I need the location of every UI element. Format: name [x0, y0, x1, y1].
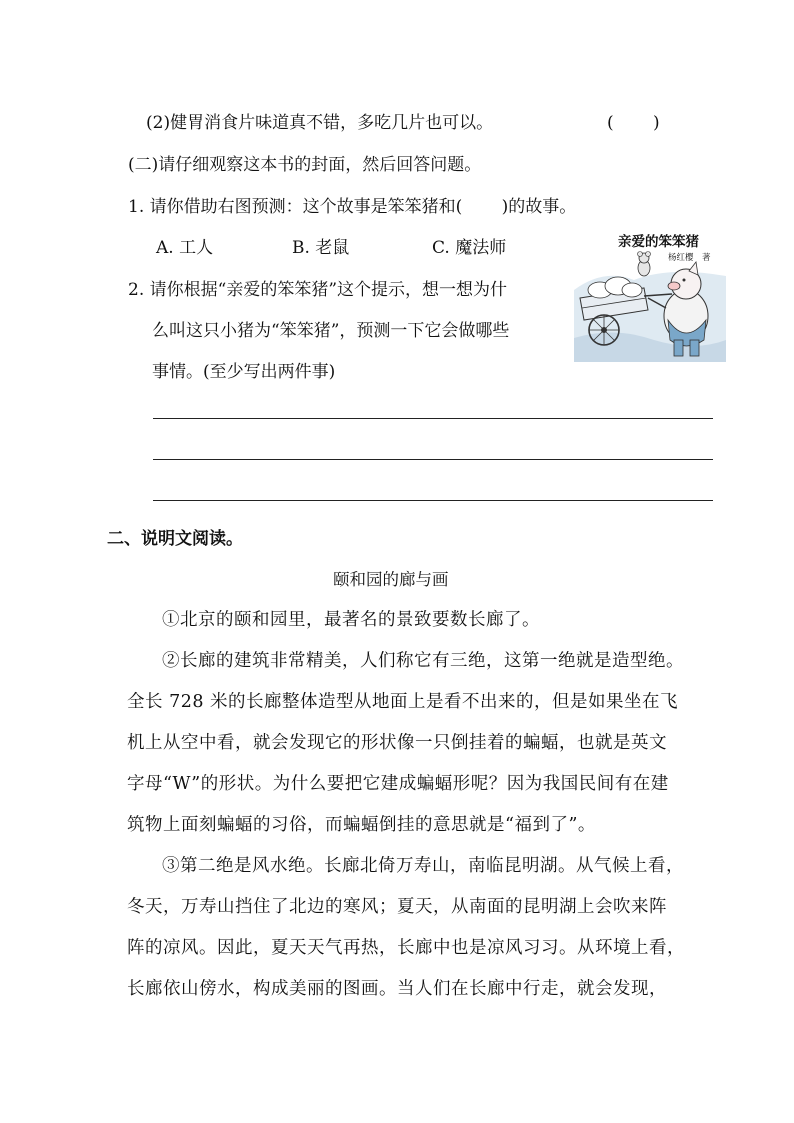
book-cover-author: 杨红樱 著 — [668, 253, 711, 263]
article-line-8: 冬天，万寿山挡住了北边的寒风；夏天，从南面的昆明湖上会吹来阵 — [127, 897, 667, 917]
answer-parentheses[interactable]: ( ) — [607, 113, 660, 133]
option-c[interactable]: C. 魔法师 — [432, 238, 507, 258]
answer-line-1[interactable] — [153, 418, 713, 419]
article-line-5: 字母“W”的形状。为什么要把它建成蝙蝠形呢？因为我国民间有在建 — [127, 774, 669, 794]
answer-line-2[interactable] — [153, 459, 713, 460]
question-1: 1. 请你借助右图预测：这个故事是笨笨猪和( )的故事。 — [128, 197, 577, 217]
article-line-6: 筑物上面刻蝙蝠的习俗，而蝙蝠倒挂的意思就是“福到了”。 — [127, 815, 596, 835]
subsection-title: (二)请仔细观察这本书的封面，然后回答问题。 — [128, 155, 482, 175]
answer-line-3[interactable] — [153, 500, 713, 501]
section-heading: 二、说明文阅读。 — [107, 529, 243, 549]
option-b[interactable]: B. 老鼠 — [292, 238, 350, 258]
question-item-2: (2)健胃消食片味道真不错，多吃几片也可以。 — [146, 113, 494, 133]
option-a[interactable]: A. 工人 — [156, 238, 214, 258]
question-2-line-3: 事情。(至少写出两件事) — [152, 362, 336, 382]
question-2-line-2: 么叫这只小猪为“笨笨猪”，预测一下它会做哪些 — [152, 321, 510, 341]
article-line-9: 阵的凉风。因此，夏天天气再热，长廊中也是凉风习习。从环境上看， — [127, 938, 685, 958]
book-cover-title: 亲爱的笨笨猪 — [618, 234, 699, 250]
article-line-2: ②长廊的建筑非常精美，人们称它有三绝，这第一绝就是造型绝。 — [162, 651, 684, 671]
book-cover-illustration — [574, 228, 726, 362]
article-line-4: 机上从空中看，就会发现它的形状像一只倒挂着的蝙蝠，也就是英文 — [127, 733, 667, 753]
question-2-line-1: 2. 请你根据“亲爱的笨笨猪”这个提示，想一想为什 — [128, 280, 508, 300]
article-line-7: ③第二绝是风水绝。长廊北倚万寿山，南临昆明湖。从气候上看， — [162, 856, 684, 876]
article-line-1: ①北京的颐和园里，最著名的景致要数长廊了。 — [162, 610, 540, 630]
article-line-3: 全长 728 米的长廊整体造型从地面上是看不出来的，但是如果坐在飞 — [127, 692, 679, 712]
article-title: 颐和园的廊与画 — [333, 570, 449, 589]
article-line-10: 长廊依山傍水，构成美丽的图画。当人们在长廊中行走，就会发现， — [127, 979, 667, 999]
